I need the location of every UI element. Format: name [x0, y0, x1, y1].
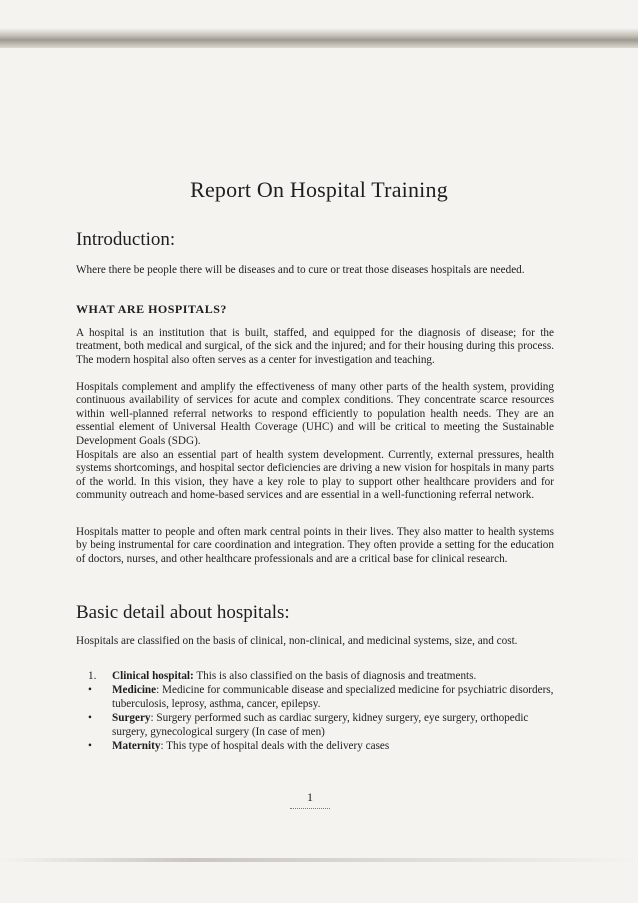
list-item-term: Surgery [112, 712, 151, 725]
page-title: Report On Hospital Training [190, 177, 448, 202]
what-are-hospitals-paragraph-4: Hospitals matter to people and often mark central points in their lives. They also matter to health systems by being instrumental for care coordination and integration. They often provide a setting for the education of doctors, nurses, and other healthcare professionals and are a critical base for clinical research. [76, 526, 554, 565]
what-are-hospitals-paragraph-2: Hospitals complement and amplify the effectiveness of many other parts of the health system, providing continuous availability of services for acute and complex conditions. They concentrate scarce resources within well-planned referral networks to respond efficiently to population health needs. They are an essential element of Universal Health Coverage (UHC) and will be critical to meeting the Sustainable Development Goals (SDG). [76, 381, 554, 447]
basic-detail-heading: Basic detail about hospitals: [76, 602, 290, 623]
list-item-body [112, 740, 554, 753]
bullet-marker: • [88, 740, 92, 753]
list-item [88, 670, 554, 683]
list-item [88, 740, 554, 753]
introduction-heading: Introduction: [76, 229, 176, 250]
list-item-body [112, 670, 554, 683]
hospital-types-list [88, 670, 554, 754]
list-item [88, 712, 554, 739]
bullet-marker: • [88, 712, 92, 725]
list-item-body [112, 712, 554, 739]
list-item-text: : Medicine for communicable disease and specialized medicine for psychiatric disorders, tuberculosis, leprosy, asthma, cancer, epilepsy. [112, 684, 554, 710]
what-are-hospitals-paragraph-1: A hospital is an institution that is built, staffed, and equipped for the diagnosis of disease; for the treatment, both medical and surgical, of the sick and the injured; and for their housing during this process. The modern hospital also often serves as a center for investigation and teaching. [76, 327, 554, 366]
what-are-hospitals-paragraph-3: Hospitals are also an essential part of health system development. Currently, external pressures, health systems shortcomings, and hospital sector deficiencies are driving a new vision for hospitals in many parts of the world. In this vision, they have a key role to play to support other healthcare providers and for community outreach and home-based services and are essential in a well-functioning referral network. [76, 449, 554, 502]
list-item-body [112, 684, 554, 711]
list-item-text: : Surgery performed such as cardiac surgery, kidney surgery, eye surgery, orthopedic surgery, gynecological surgery (In case of men) [112, 712, 529, 738]
bullet-marker: • [88, 684, 92, 697]
what-are-hospitals-heading: WHAT ARE HOSPITALS? [76, 302, 227, 316]
list-item-text: This is also classified on the basis of diagnosis and treatments. [193, 670, 477, 682]
introduction-text: Where there be people there will be diseases and to cure or treat those diseases hospitals are needed. [76, 264, 525, 276]
list-item-term: Clinical hospital: [112, 670, 194, 682]
list-item-term: Maternity [112, 740, 161, 753]
list-item [88, 684, 554, 711]
list-item-term: Medicine [112, 684, 157, 697]
list-item-text: : This type of hospital deals with the delivery cases [160, 740, 390, 753]
page-number: 1 [290, 786, 330, 809]
list-number-marker: 1. [88, 670, 97, 682]
basic-detail-intro: Hospitals are classified on the basis of clinical, non-clinical, and medicinal systems, size, and cost. [76, 635, 518, 647]
